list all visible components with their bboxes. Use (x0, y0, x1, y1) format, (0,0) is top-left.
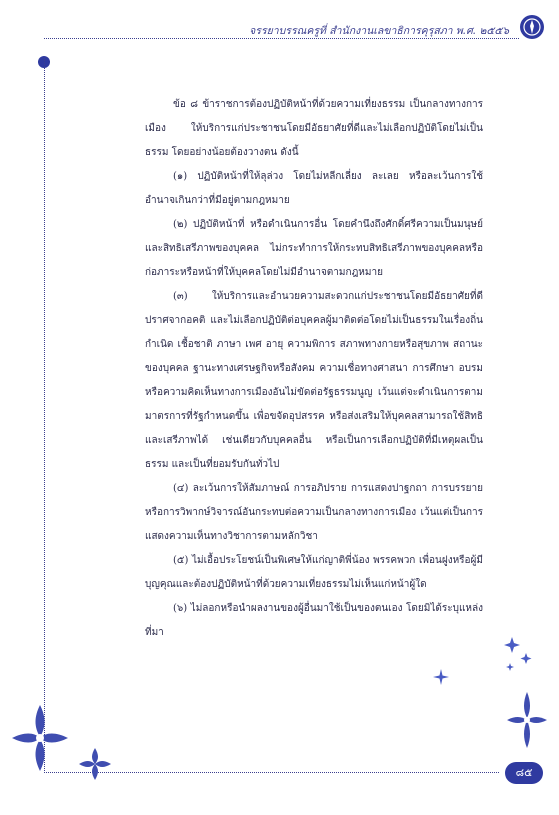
paragraph-intro: ข้อ ๘ ข้าราชการต้องปฏิบัติหน้าที่ด้วยความเที่ยงธรรม เป็นกลางทางการเมือง ให้บริการแก่ประชาชนโดยมีอัธยาศัยที่ดีและไม่เลือกปฏิบัติโดยไม่เป็นธรรม โดยอย่างน้อยต้องวางตน ดังนี้ (145, 99, 483, 158)
flower-ornament-right-icon (505, 690, 549, 752)
sparkle-small-icon (432, 668, 450, 686)
paragraph-item-6: (๖) ไม่ลอกหรือนำผลงานของผู้อื่นมาใช้เป็นของตนเอง โดยมิได้ระบุแหล่งที่มา (145, 603, 483, 638)
page-number-badge: ๘๕ (505, 762, 543, 784)
main-content (145, 93, 483, 645)
paragraph-item-4: (๔) ละเว้นการให้สัมภาษณ์ การอภิปราย การแสดงปาฐกถา การบรรยายหรือการวิพากษ์วิจารณ์อันกระทบต่อความเป็นกลางทางการเมือง เว้นแต่เป็นการแสดงความเห็นทางวิชาการตามหลักวิชา (145, 483, 483, 542)
header-title: จรรยาบรรณครูที่ สำนักงานเลขาธิการคุรุสภา พ.ศ. ๒๕๕๖ (249, 25, 509, 37)
paragraph-item-2: (๒) ปฏิบัติหน้าที่ หรือดำเนินการอื่น โดยคำนึงถึงศักดิ์ศรีความเป็นมนุษย์และสิทธิเสรีภาพของบุคคล ไม่กระทำการให้กระทบสิทธิเสรีภาพของบุคคลหรือก่อภาระหรือหน้าที่ให้บุคคลโดยไม่มีอำนาจตามกฎหมาย (145, 219, 483, 278)
paragraph-item-1: (๑) ปฏิบัติหน้าที่ให้ลุล่วง โดยไม่หลีกเลี่ยง ละเลย หรือละเว้นการใช้อำนาจเกินกว่าที่มีอยู่ตามกฎหมาย (145, 171, 483, 206)
flower-ornament-icon (10, 703, 70, 773)
bottom-dotted-rule (44, 772, 499, 773)
left-dotted-rule (44, 58, 45, 773)
flower-ornament-small-icon (78, 747, 112, 781)
paragraph-item-5: (๕) ไม่เอื้อประโยชน์เป็นพิเศษให้แก่ญาติพี่น้อง พรรคพวก เพื่อนฝูงหรือผู้มีบุญคุณและต้องปฏิบัติหน้าที่ด้วยความเที่ยงธรรมไม่เห็นแก่หน้าผู้ใด (145, 555, 483, 590)
sparkle-ornament-icon (500, 635, 536, 675)
paragraph-item-3: (๓) ให้บริการและอำนวยความสะดวกแก่ประชาชนโดยมีอัธยาศัยที่ดีปราศจากอคติ และไม่เลือกปฏิบัติต่อบุคคลผู้มาติดต่อโดยไม่เป็นธรรมในเรื่องถิ่นกำเนิด เชื้อชาติ ภาษา เพศ อายุ ความพิการ สภาพทางกายหรือสุขภาพ สถานะของบุคคล ฐานะทางเศรษฐกิจหรือสังคม ความเชื่อทางศาสนา การศึกษา อบรมหรือความคิดเห็นทางการเมืองอันไม่ขัดต่อรัฐธรรมนูญ เว้นแต่จะดำเนินการตามมาตรการที่รัฐกำหนดขึ้น เพื่อขจัดอุปสรรค หรือส่งเสริมให้บุคคลสามารถใช้สิทธิและเสรีภาพได้ เช่นเดียวกับบุคคลอื่น หรือเป็นการเลือกปฏิบัติที่มีเหตุผลเป็นธรรม และเป็นที่ยอมรับกันทั่วไป (145, 291, 483, 470)
header-divider (44, 38, 519, 39)
emblem-icon (519, 14, 545, 40)
